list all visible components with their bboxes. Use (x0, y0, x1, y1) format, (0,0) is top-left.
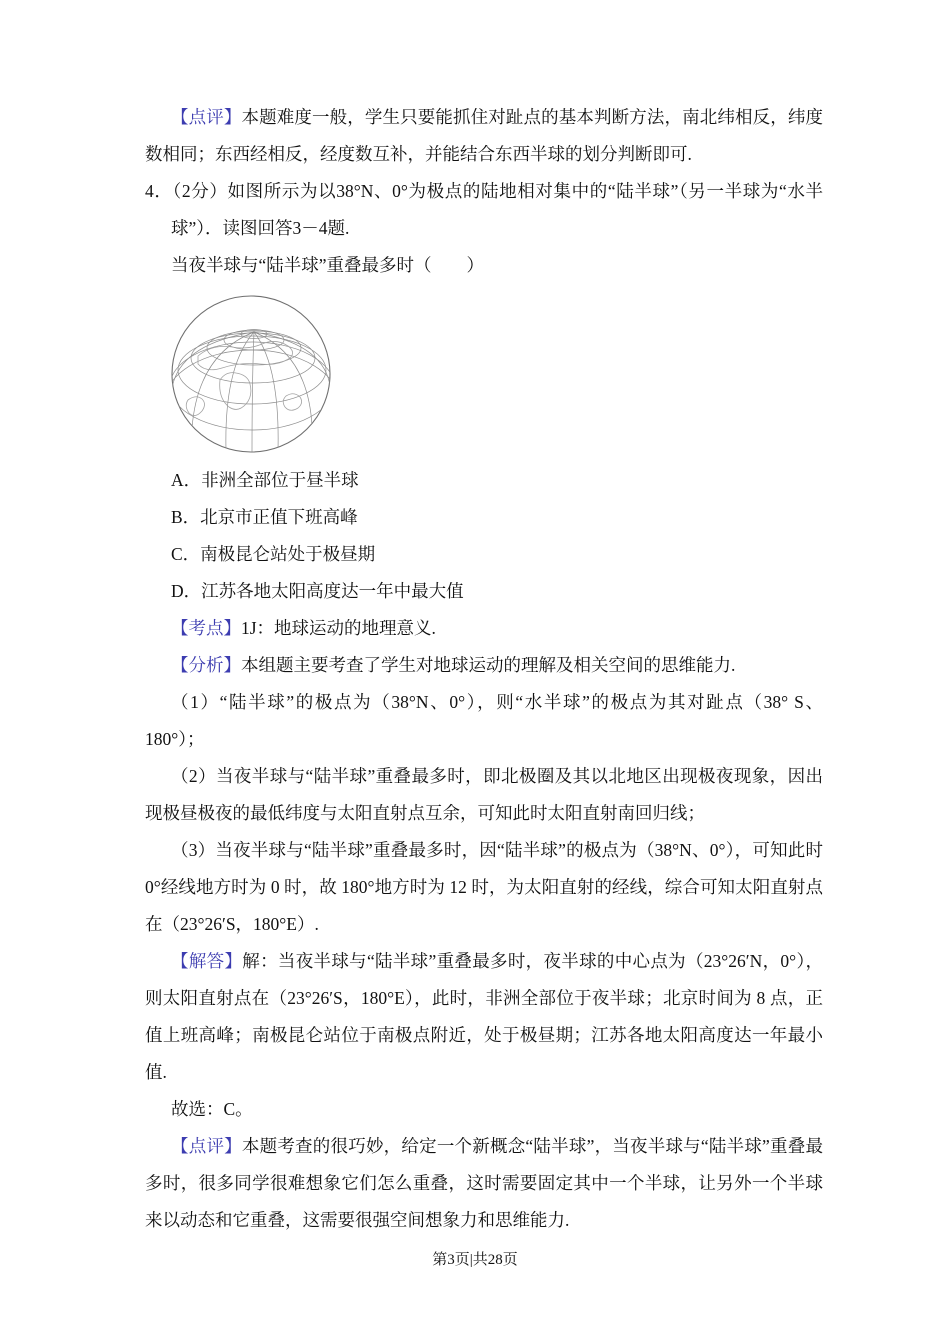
review-note (145, 1128, 823, 1239)
analysis-item-2 (145, 758, 823, 832)
answer-choice-text: 故选：C。 (171, 1099, 253, 1119)
review-note-text: 本题考查的很巧妙，给定一个新概念“陆半球”，当夜半球与“陆半球”重叠最多时，很多同学很难想象它们怎么重叠，这时需要固定其中一个半球，让另外一个半球来以动态和它重叠，这需要很强空间想象力和思维能力. (145, 1136, 823, 1230)
section-label-dianping: 【点评】 (171, 107, 242, 127)
question-4-text: 4．（2分）如图所示为以38°N、0°为极点的陆地相对集中的“陆半球”（另一半球为“水半球”）．读图回答3－4题. (145, 181, 823, 238)
option-d-text: D．江苏各地太阳高度达一年中最大值 (171, 581, 464, 601)
analysis-intro-text: 本组题主要考查了学生对地球运动的理解及相关空间的思维能力. (241, 655, 736, 675)
option-a-text: A．非洲全部位于昼半球 (171, 470, 359, 490)
exam-point-text: 1J：地球运动的地理意义. (241, 618, 436, 638)
option-d (145, 573, 823, 610)
section-label-jieda: 【解答】 (171, 951, 243, 971)
solution-text: 解：当夜半球与“陆半球”重叠最多时，夜半球的中心点为（23°26′N，0°），则太阳直射点在（23°26′S，180°E），此时，非洲全部位于夜半球；北京时间为 8 点，正值上班高峰；南极昆仑站位于南极点附近，处于极昼期；江苏各地太阳高度达一年最小值. (145, 951, 824, 1082)
exam-point (145, 610, 823, 647)
section-label-dianping-2: 【点评】 (171, 1136, 242, 1156)
option-a (145, 462, 823, 499)
question-4 (145, 173, 823, 247)
answer-choice (145, 1091, 823, 1128)
analysis-item-1 (145, 684, 823, 758)
globe-figure (168, 292, 334, 456)
review-note-previous-question (145, 99, 823, 173)
analysis-item-3 (145, 832, 823, 943)
option-c-text: C．南极昆仑站处于极昼期 (171, 544, 376, 564)
analysis-item-1-text: （1）“陆半球”的极点为（38°N、0°），则“水半球”的极点为其对趾点（38° S、180°）； (145, 692, 823, 749)
option-b (145, 499, 823, 536)
solution (145, 943, 823, 1091)
option-b-text: B．北京市正值下班高峰 (171, 507, 358, 527)
analysis-item-2-text: （2）当夜半球与“陆半球”重叠最多时，即北极圈及其以北地区出现极夜现象，因出现极昼极夜的最低纬度与太阳直射点互余，可知此时太阳直射南回归线； (145, 766, 823, 823)
analysis-item-3-text: （3）当夜半球与“陆半球”重叠最多时，因“陆半球”的极点为（38°N、0°），可知此时 0°经线地方时为 0 时，故 180°地方时为 12 时，为太阳直射的经线，综合可知太阳直射点在（23°26′S，180°E）. (145, 840, 823, 934)
page-footer: 第3页|共28页 (432, 1252, 518, 1268)
section-label-kaodian: 【考点】 (171, 618, 241, 638)
document-page (145, 99, 823, 1239)
question-stem-text: 当夜半球与“陆半球”重叠最多时（ ） (171, 255, 485, 275)
section-label-fenxi: 【分析】 (171, 655, 241, 675)
option-c (145, 536, 823, 573)
globe-sketch-svg (168, 292, 334, 456)
question-stem (145, 247, 823, 284)
review-previous-text: 本题难度一般，学生只要能抓住对趾点的基本判断方法，南北纬相反，纬度数相同；东西经相反，经度数互补，并能结合东西半球的划分判断即可. (145, 107, 823, 164)
analysis-intro (145, 647, 823, 684)
